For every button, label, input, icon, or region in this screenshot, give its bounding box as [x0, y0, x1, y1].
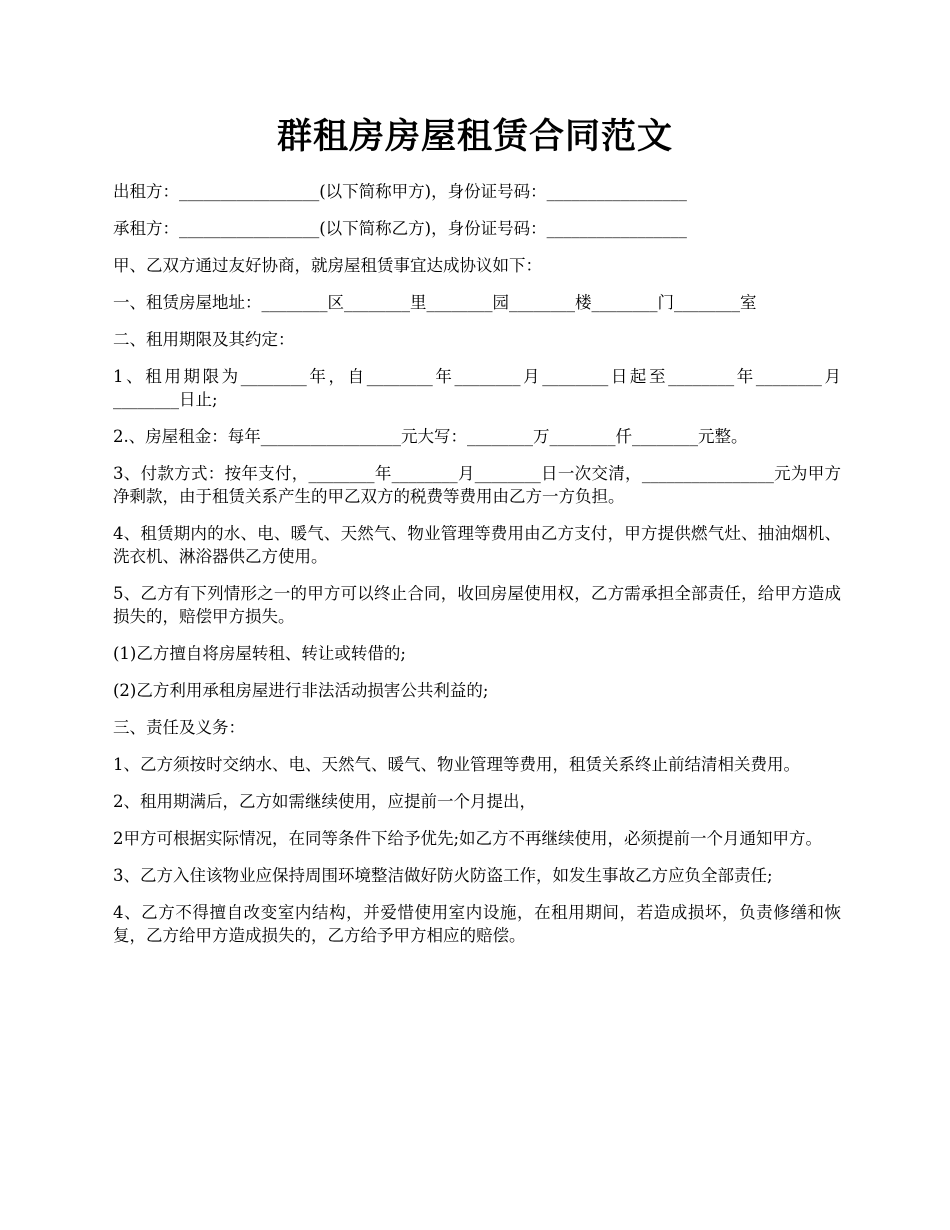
clause-2-5-item-1: (1)乙方擅自将房屋转租、转让或转借的;: [113, 644, 406, 663]
clause-2-5: 5、乙方有下列情形之一的甲方可以终止合同，收回房屋使用权，乙方需承担全部责任，给甲方造成损失的，赔偿甲方损失。: [113, 584, 841, 626]
clause-3-1: 1、乙方须按时交纳水、电、天然气、暖气、物业管理等费用，租赁关系终止前结清相关费用。: [113, 755, 800, 774]
clause-2-5-item-2: (2)乙方利用承租房屋进行非法活动损害公共利益的;: [113, 681, 489, 700]
agreement-intro: 甲、乙双方通过友好协商，就房屋租赁事宜达成协议如下：: [113, 256, 542, 275]
document-title: 群租房房屋租赁合同范文: [276, 116, 673, 157]
clause-2-3: 3、付款方式：按年支付，________年________月________日一次交清，________________元为甲方净剩款，由于租赁关系产生的甲乙双方的税费等费用由乙方一方负担。: [113, 464, 841, 506]
clause-3-4: 4、乙方不得擅自改变室内结构，并爱惜使用室内设施，在租用期间，若造成损坏，负责修缮和恢复，乙方给甲方造成损失的，乙方给予甲方相应的赔偿。: [113, 903, 841, 945]
section-1-address: 一、租赁房屋地址：________区________里________园________楼________门________室: [113, 293, 757, 312]
party-b-line: 承租方：_________________(以下简称乙方)，身份证号码：_________________: [113, 219, 687, 238]
clause-3-2: 2、租用期满后，乙方如需继续使用，应提前一个月提出，: [113, 792, 536, 811]
party-a-line: 出租方：_________________(以下简称甲方)，身份证号码：_________________: [113, 182, 687, 201]
section-2-heading: 二、租用期限及其约定：: [113, 330, 295, 349]
clause-3-2b: 2甲方可根据实际情况，在同等条件下给予优先;如乙方不再继续使用，必须提前一个月通知甲方。: [113, 829, 823, 848]
clause-2-2: 2.、房屋租金：每年_________________元大写：________万________仟________元整。: [113, 427, 748, 446]
clause-2-1: 1、租用期限为________年，自________年________月________日起至________年________月________日止;: [113, 367, 841, 409]
section-3-heading: 三、责任及义务：: [113, 718, 245, 737]
document-body: [113, 180, 841, 961]
clause-2-4: 4、租赁期内的水、电、暖气、天然气、物业管理等费用由乙方支付，甲方提供燃气灶、抽油烟机、洗衣机、淋浴器供乙方使用。: [113, 524, 841, 566]
clause-3-3: 3、乙方入住该物业应保持周围环境整洁做好防火防盗工作，如发生事故乙方应负全部责任;: [113, 866, 773, 885]
